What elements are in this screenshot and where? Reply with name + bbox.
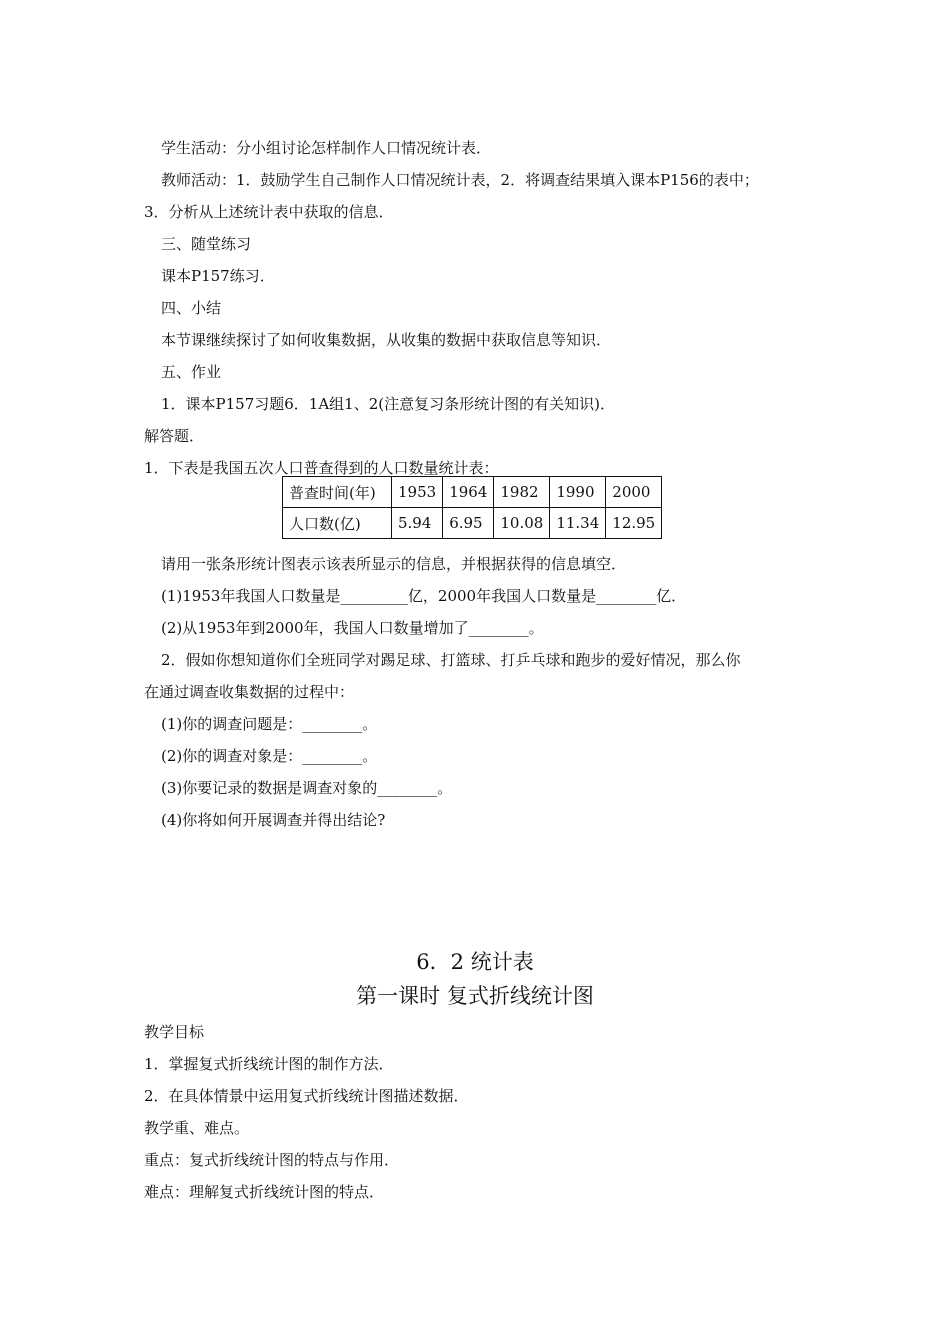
homework-text: 1．课本P157习题6．1A组1、2(注意复习条形统计图的有关知识)． [161, 395, 615, 413]
table-cell-value: 11.34 [550, 508, 606, 539]
heading-practice: 三、随堂练习 [161, 235, 252, 253]
question-2-cont: 在通过调查收集数据的过程中： [144, 683, 355, 701]
table-row [283, 508, 662, 539]
question-2-part-3: (3)你要记录的数据是调查对象的________。 [161, 779, 453, 797]
table-cell-year: 1964 [443, 477, 494, 508]
heading-homework: 五、作业 [161, 363, 222, 381]
table-header-label: 普查时间(年) [283, 477, 392, 508]
key-point: 重点：复式折线统计图的特点与作用． [144, 1151, 400, 1169]
table-cell-value: 10.08 [494, 508, 550, 539]
table-cell-year: 1990 [550, 477, 606, 508]
student-activity: 学生活动：分小组讨论怎样制作人口情况统计表． [161, 139, 492, 157]
table-cell-value: 5.94 [392, 508, 443, 539]
goal-2: 2．在具体情景中运用复式折线统计图描述数据． [144, 1087, 469, 1105]
teacher-activity: 教师活动：1．鼓励学生自己制作人口情况统计表，2．将调查结果填入课本P156的表中； [161, 171, 759, 189]
section-subtitle: 第一课时 复式折线统计图 [356, 984, 594, 1008]
summary-text: 本节课继续探讨了如何收集数据，从收集的数据中获取信息等知识． [161, 331, 612, 349]
question-1-part-1: (1)1953年我国人口数量是_________亿，2000年我国人口数量是________亿． [161, 587, 687, 605]
question-1: 1．下表是我国五次人口普查得到的人口数量统计表： [144, 459, 499, 477]
question-2-part-1: (1)你的调查问题是：________。 [161, 715, 378, 733]
goal-1: 1．掌握复式折线统计图的制作方法． [144, 1055, 394, 1073]
answer-heading: 解答题． [144, 427, 205, 445]
table-cell-year: 1953 [392, 477, 443, 508]
table-cell-year: 2000 [606, 477, 662, 508]
table-cell-value: 6.95 [443, 508, 494, 539]
heading-summary: 四、小结 [161, 299, 222, 317]
difficult-point: 难点：理解复式折线统计图的特点． [144, 1183, 385, 1201]
section-title: 6．2 统计表 [416, 950, 534, 974]
question-1-instruction: 请用一张条形统计图表示该表所显示的信息，并根据获得的信息填空． [161, 555, 627, 573]
question-2-part-2: (2)你的调查对象是：________。 [161, 747, 378, 765]
key-points-heading: 教学重、难点。 [144, 1119, 250, 1137]
question-2-part-4: (4)你将如何开展调查并得出结论? [161, 811, 386, 829]
table-row-label: 人口数(亿) [283, 508, 392, 539]
teacher-activity-cont: 3．分析从上述统计表中获取的信息． [144, 203, 394, 221]
table-cell-year: 1982 [494, 477, 550, 508]
population-table [282, 476, 662, 539]
question-1-part-2: (2)从1953年到2000年，我国人口数量增加了________。 [161, 619, 544, 637]
teaching-goals-heading: 教学目标 [144, 1023, 205, 1041]
table-row [283, 477, 662, 508]
table-cell-value: 12.95 [606, 508, 662, 539]
practice-text: 课本P157练习． [161, 267, 275, 285]
question-2: 2．假如你想知道你们全班同学对踢足球、打篮球、打乒乓球和跑步的爱好情况，那么你 [161, 651, 741, 669]
